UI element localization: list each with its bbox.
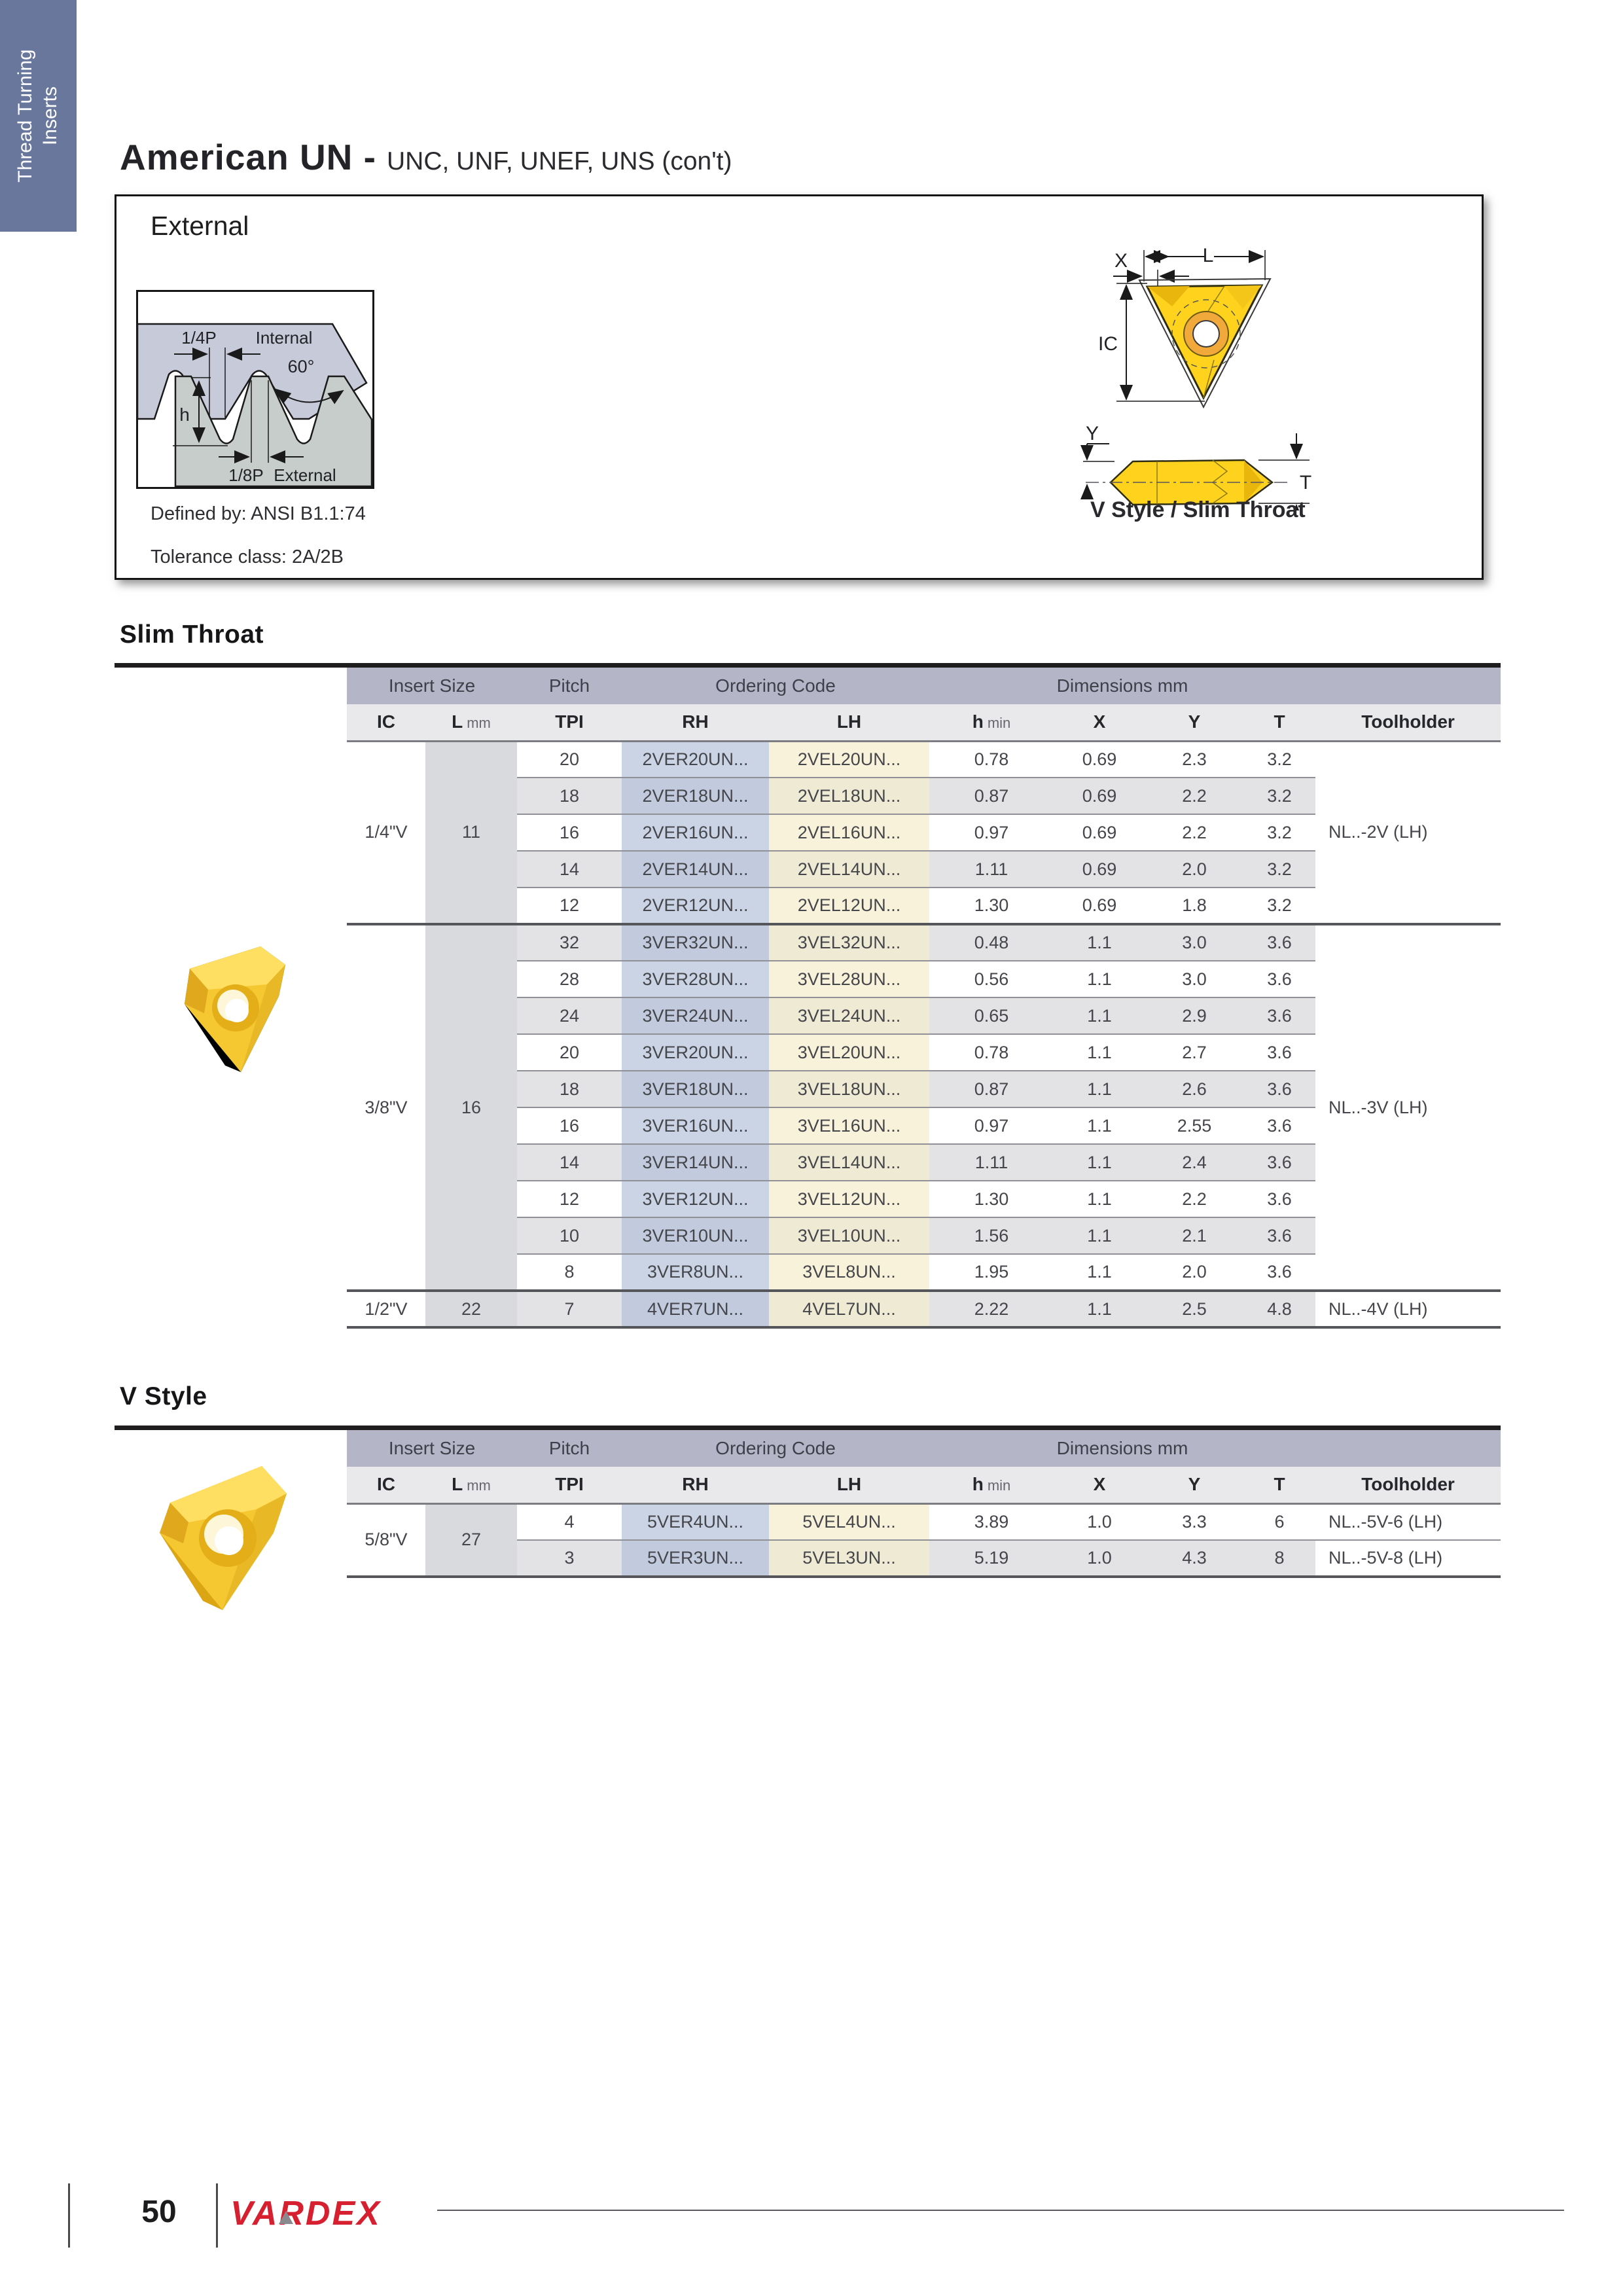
- table-cell: 18: [517, 778, 622, 814]
- insert-data-table: [347, 1430, 1501, 1578]
- table-cell: 4.3: [1145, 1540, 1243, 1577]
- table-cell: 5VER3UN...: [622, 1540, 769, 1577]
- table-cell: 1.1: [1054, 1034, 1145, 1071]
- footer-divider-left: [68, 2183, 70, 2248]
- column-header: X: [1054, 704, 1145, 741]
- table-row: [347, 924, 1501, 961]
- table-cell: 3VER8UN...: [622, 1254, 769, 1291]
- table-cell: 5VEL4UN...: [769, 1503, 929, 1540]
- table-cell: 3.6: [1243, 1034, 1315, 1071]
- table-cell: 5/8"V: [347, 1503, 425, 1577]
- table-cell: 2VER12UN...: [622, 888, 769, 924]
- table-cell: 0.69: [1054, 888, 1145, 924]
- table-cell: 1.1: [1054, 961, 1145, 997]
- table-cell: 2VEL12UN...: [769, 888, 929, 924]
- table-cell: 2VEL16UN...: [769, 814, 929, 851]
- table-cell: 3VER12UN...: [622, 1181, 769, 1217]
- column-header: L mm: [425, 704, 517, 741]
- table-cell: 1.8: [1145, 888, 1243, 924]
- table-cell: 2.5: [1145, 1291, 1243, 1327]
- column-header: TPI: [517, 1467, 622, 1503]
- slim-throat-heading: Slim Throat: [120, 620, 264, 649]
- v-style-insert-photo: [145, 1454, 300, 1617]
- table-cell: 3VEL20UN...: [769, 1034, 929, 1071]
- table-cell: 1.11: [929, 1144, 1054, 1181]
- table-cell: 3VER14UN...: [622, 1144, 769, 1181]
- tolerance-line: Tolerance class: 2A/2B: [151, 547, 344, 567]
- label-external: External: [274, 465, 336, 485]
- table-cell: 2VER18UN...: [622, 778, 769, 814]
- table-cell: 1.30: [929, 888, 1054, 924]
- table-cell: 22: [425, 1291, 517, 1327]
- column-header: X: [1054, 1467, 1145, 1503]
- table-cell: 0.87: [929, 1071, 1054, 1107]
- table-cell: 3VEL28UN...: [769, 961, 929, 997]
- standard-note: [151, 492, 366, 579]
- column-header: IC: [347, 704, 425, 741]
- table-cell: 3VER28UN...: [622, 961, 769, 997]
- table-cell: 2.3: [1182, 749, 1207, 769]
- table-cell: 2.7: [1145, 1034, 1243, 1071]
- table-cell: 1.1: [1054, 1181, 1145, 1217]
- table-cell: 2.22: [929, 1291, 1054, 1327]
- table-cell: 3VEL24UN...: [769, 997, 929, 1034]
- table-cell: 1.1: [1054, 1217, 1145, 1254]
- column-group-header: Ordering Code: [622, 668, 929, 704]
- table-cell: 3.2: [1243, 814, 1315, 851]
- brand-logo: VARDEX: [230, 2195, 382, 2233]
- table-cell: 0.69: [1054, 778, 1145, 814]
- table-cell: 2.0: [1145, 1254, 1243, 1291]
- table-cell: 3VEL10UN...: [769, 1217, 929, 1254]
- column-group-header: Dimensions mm: [929, 1430, 1315, 1467]
- table-cell: 3/8"V: [347, 924, 425, 1291]
- table-cell: 1.1: [1054, 1254, 1145, 1291]
- table-cell: 0.56: [929, 961, 1054, 997]
- table-row: [347, 1291, 1501, 1327]
- table-row: [347, 741, 1501, 778]
- table-cell: 12: [517, 1181, 622, 1217]
- label-X: X: [1114, 250, 1128, 272]
- table-cell: 3.2: [1267, 749, 1292, 769]
- table-cell: 3: [517, 1540, 622, 1577]
- table-cell: 3.6: [1243, 1071, 1315, 1107]
- diagram-caption: V Style / Slim Throat: [1090, 497, 1306, 522]
- column-group-header: Insert Size: [347, 1430, 517, 1467]
- page-title: [120, 136, 732, 178]
- table-cell: 3.6: [1243, 1107, 1315, 1144]
- table-cell: 20: [559, 749, 580, 769]
- defined-by-line: Defined by: ANSI B1.1:74: [151, 503, 366, 524]
- label-angle: 60°: [287, 357, 315, 376]
- table-cell: 5.19: [929, 1540, 1054, 1577]
- table-cell: 3.6: [1243, 1144, 1315, 1181]
- table-cell: 3.0: [1145, 961, 1243, 997]
- insert-dimension-diagram: [1049, 236, 1357, 514]
- table-cell: 2.2: [1145, 814, 1243, 851]
- table-cell: 27: [425, 1503, 517, 1577]
- label-T: T: [1299, 472, 1312, 493]
- column-header: h min: [929, 704, 1054, 741]
- sidebar-tab-label: Thread Turning Inserts: [14, 49, 61, 183]
- column-group-header: Pitch: [517, 668, 622, 704]
- sidebar-tab-thread-turning-inserts[interactable]: [0, 0, 77, 232]
- table-cell: 0.65: [929, 997, 1054, 1034]
- table-cell: NL..-4V (LH): [1315, 1291, 1501, 1327]
- column-header: Y: [1145, 1467, 1243, 1503]
- table-cell: 3.2: [1243, 851, 1315, 888]
- external-panel: [115, 194, 1484, 580]
- table-cell: NL..-2V (LH): [1315, 741, 1501, 924]
- table-cell: 2VEL20UN...: [769, 741, 929, 778]
- column-header: LH: [769, 1467, 929, 1503]
- column-header: TPI: [517, 704, 622, 741]
- table-cell: 12: [517, 888, 622, 924]
- table-cell: 0.69: [1054, 851, 1145, 888]
- table-cell: 1.11: [929, 851, 1054, 888]
- table-cell: 3VER16UN...: [622, 1107, 769, 1144]
- table-cell: 3.2: [1243, 888, 1315, 924]
- table-cell: 2.0: [1145, 851, 1243, 888]
- table-cell: 4.8: [1243, 1291, 1315, 1327]
- table-cell: 3VEL16UN...: [769, 1107, 929, 1144]
- table-cell: 0.97: [929, 1107, 1054, 1144]
- table-cell: 1.0: [1054, 1540, 1145, 1577]
- table-cell: 14: [517, 1144, 622, 1181]
- table-cell: 0.87: [929, 778, 1054, 814]
- table-cell: 2.2: [1145, 778, 1243, 814]
- table-cell: 2.2: [1145, 1181, 1243, 1217]
- column-header: T: [1243, 704, 1315, 741]
- table-cell: 1.1: [1054, 924, 1145, 961]
- table-cell: 0.78: [974, 749, 1009, 769]
- table-cell: 5VEL3UN...: [769, 1540, 929, 1577]
- table-cell: 3VER20UN...: [622, 1034, 769, 1071]
- table-cell: 0.97: [929, 814, 1054, 851]
- column-header: h min: [929, 1467, 1054, 1503]
- table-cell: NL..-5V-8 (LH): [1315, 1540, 1501, 1577]
- column-header: Toolholder: [1315, 704, 1501, 741]
- column-group-header: Ordering Code: [622, 1430, 929, 1467]
- label-Y: Y: [1085, 423, 1099, 444]
- column-header: Toolholder: [1315, 1467, 1501, 1503]
- table-cell: 16: [517, 814, 622, 851]
- table-cell: 3VEL32UN...: [769, 924, 929, 961]
- table-cell: 6: [1274, 1511, 1285, 1532]
- table-cell: 2VER14UN...: [622, 851, 769, 888]
- table-cell: 3VEL14UN...: [769, 1144, 929, 1181]
- table-cell: 2.9: [1145, 997, 1243, 1034]
- label-L: L: [1202, 245, 1214, 266]
- table-cell: 4VER7UN...: [622, 1291, 769, 1327]
- table-cell: 8: [1243, 1540, 1315, 1577]
- table-cell: 1.1: [1054, 997, 1145, 1034]
- label-IC: IC: [1098, 333, 1118, 355]
- table-row: [347, 1540, 1501, 1577]
- page-title-sub: UNC, UNF, UNEF, UNS (con't): [386, 147, 732, 175]
- column-header: RH: [622, 704, 769, 741]
- table-cell: NL..-5V-6 (LH): [1315, 1503, 1501, 1540]
- table-cell: 3VER18UN...: [622, 1071, 769, 1107]
- thread-profile-diagram: [136, 290, 374, 492]
- table-cell: 20: [517, 1034, 622, 1071]
- page-number: 50: [141, 2195, 177, 2229]
- v-style-heading: V Style: [120, 1382, 207, 1410]
- column-header: T: [1243, 1467, 1315, 1503]
- table-row: [347, 1503, 1501, 1540]
- table-cell: 7: [517, 1291, 622, 1327]
- table-cell: 3.6: [1243, 1181, 1315, 1217]
- table-cell: 3.0: [1145, 924, 1243, 961]
- table-cell: 24: [517, 997, 622, 1034]
- column-header: L mm: [425, 1467, 517, 1503]
- table-cell: 3VER32UN...: [622, 924, 769, 961]
- table-cell: 2VER20UN...: [622, 741, 769, 778]
- brand-logo-triangle: [279, 2211, 293, 2224]
- table-cell: 3VER10UN...: [622, 1217, 769, 1254]
- column-header: Y: [1145, 704, 1243, 741]
- column-group-header: [1315, 668, 1501, 704]
- table-cell: 3VER24UN...: [622, 997, 769, 1034]
- table-cell: 1.95: [929, 1254, 1054, 1291]
- column-group-header: Pitch: [517, 1430, 622, 1467]
- v-style-table: [347, 1430, 1501, 1578]
- column-header: RH: [622, 1467, 769, 1503]
- table-cell: 18: [517, 1071, 622, 1107]
- label-h: h: [179, 404, 190, 425]
- table-cell: 0.78: [929, 1034, 1054, 1071]
- table-cell: 4: [564, 1511, 575, 1532]
- table-cell: 1.1: [1054, 1071, 1145, 1107]
- column-header: IC: [347, 1467, 425, 1503]
- table-cell: 14: [517, 851, 622, 888]
- table-cell: 2.6: [1145, 1071, 1243, 1107]
- slim-throat-rule: [115, 663, 1501, 668]
- table-cell: 3.6: [1243, 961, 1315, 997]
- table-cell: 4VEL7UN...: [769, 1291, 929, 1327]
- table-cell: 3.6: [1243, 924, 1315, 961]
- table-cell: 3.6: [1243, 1217, 1315, 1254]
- table-cell: 10: [517, 1217, 622, 1254]
- slim-throat-table: [347, 668, 1501, 1329]
- table-cell: 3.6: [1243, 997, 1315, 1034]
- table-cell: 2VEL14UN...: [769, 851, 929, 888]
- table-cell: 1.30: [929, 1181, 1054, 1217]
- external-panel-title: External: [151, 211, 249, 241]
- table-cell: 2VER16UN...: [622, 814, 769, 851]
- table-cell: 3.2: [1243, 778, 1315, 814]
- table-cell: 32: [517, 924, 622, 961]
- table-cell: 3.6: [1243, 1254, 1315, 1291]
- table-cell: 1.56: [929, 1217, 1054, 1254]
- table-cell: 3.3: [1182, 1511, 1207, 1532]
- table-cell: NL..-3V (LH): [1315, 924, 1501, 1291]
- label-eighth-p: 1/8P: [228, 465, 264, 485]
- table-cell: 3VEL8UN...: [769, 1254, 929, 1291]
- label-internal: Internal: [255, 328, 313, 348]
- table-cell: 3VEL18UN...: [769, 1071, 929, 1107]
- table-cell: 16: [425, 924, 517, 1291]
- table-cell: 0.48: [929, 924, 1054, 961]
- column-group-header: Insert Size: [347, 668, 517, 704]
- page-title-main: American UN -: [120, 137, 376, 177]
- table-cell: 1.0: [1087, 1511, 1112, 1532]
- v-style-rule: [115, 1426, 1501, 1430]
- table-cell: 0.69: [1082, 749, 1117, 769]
- table-cell: 3.89: [974, 1511, 1009, 1532]
- table-cell: 11: [425, 741, 517, 924]
- table-cell: 5VER4UN...: [622, 1503, 769, 1540]
- column-group-header: [1315, 1430, 1501, 1467]
- slim-throat-insert-photo: [162, 941, 293, 1083]
- footer-divider-right: [216, 2183, 218, 2248]
- footer-rule: [437, 2210, 1564, 2211]
- table-cell: 8: [517, 1254, 622, 1291]
- table-cell: 1.1: [1054, 1291, 1145, 1327]
- table-cell: 2.4: [1145, 1144, 1243, 1181]
- table-cell: 0.69: [1054, 814, 1145, 851]
- table-cell: 1.1: [1054, 1144, 1145, 1181]
- label-quarter-p: 1/4P: [181, 328, 217, 348]
- table-cell: 1/2"V: [347, 1291, 425, 1327]
- table-cell: 3VEL12UN...: [769, 1181, 929, 1217]
- table-cell: 2.55: [1145, 1107, 1243, 1144]
- table-cell: 16: [517, 1107, 622, 1144]
- table-cell: 1.1: [1054, 1107, 1145, 1144]
- table-cell: 1/4"V: [347, 741, 425, 924]
- table-cell: 28: [517, 961, 622, 997]
- table-cell: 2.1: [1145, 1217, 1243, 1254]
- table-cell: 2VEL18UN...: [769, 778, 929, 814]
- column-header: LH: [769, 704, 929, 741]
- column-group-header: Dimensions mm: [929, 668, 1315, 704]
- insert-data-table: [347, 668, 1501, 1329]
